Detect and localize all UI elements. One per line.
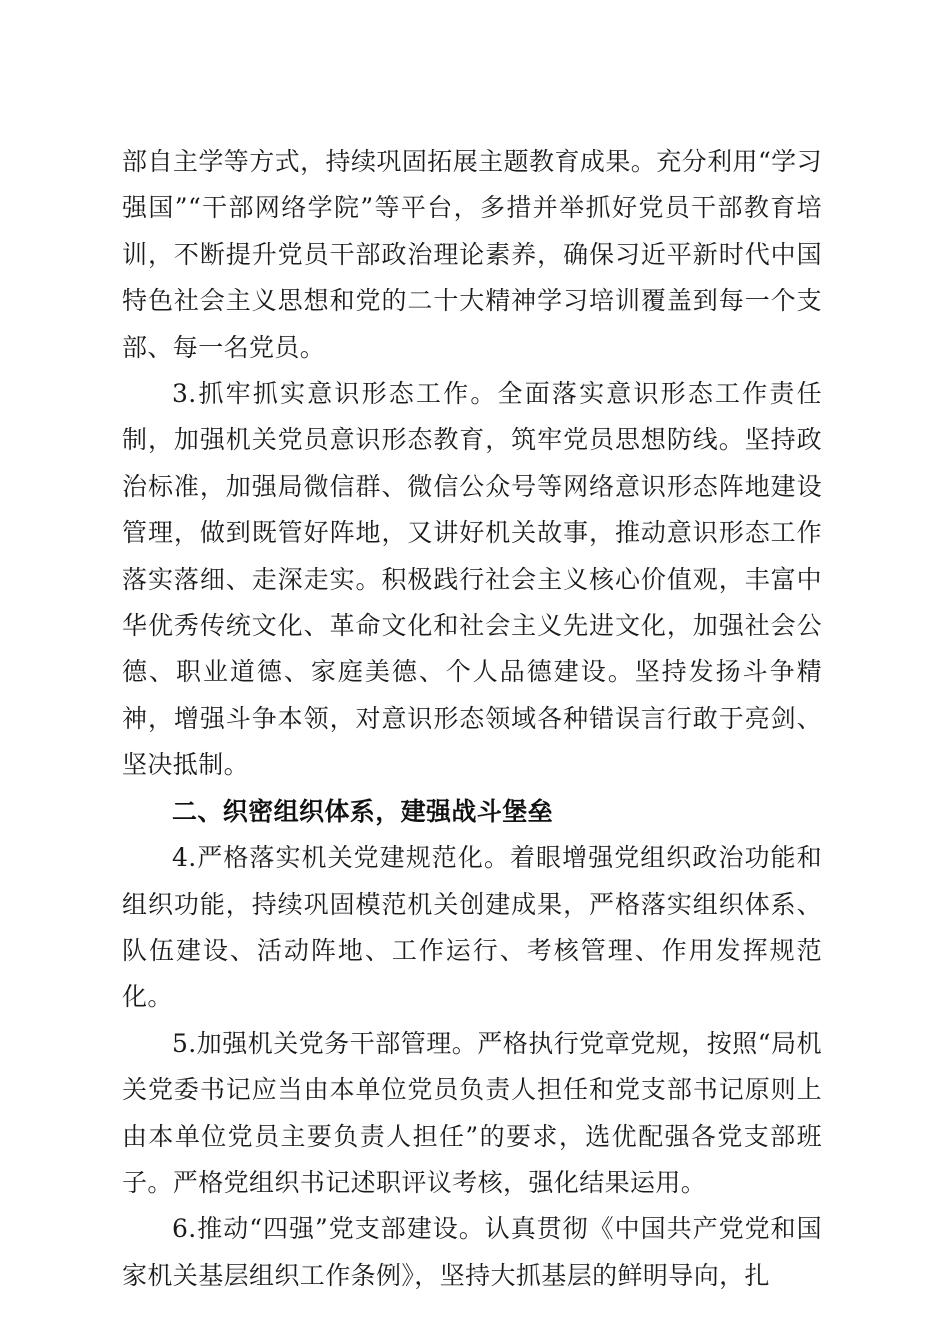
paragraph-4-party-standardization: 4.严格落实机关党建规范化。着眼增强党组织政治功能和组织功能，持续巩固模范机关创建成果，严格落实组织体系、队伍建设、活动阵地、工作运行、考核管理、作用发挥规范化。: [122, 843, 822, 1012]
paragraph-5-cadre-management: 5.加强机关党务干部管理。严格执行党章党规，按照“局机关党委书记应当由本单位党员负责人担任和党支部书记原则上由本单位党员主要负责人担任”的要求，选优配强各党支部班子。严格党组织书记述职评议考核，强化结果运用。: [122, 1028, 822, 1197]
document-body: [122, 139, 822, 1299]
section-heading-2: 二、织密组织体系，建强战斗堡垒: [172, 796, 554, 826]
paragraph-continuation: 部自主学等方式，持续巩固拓展主题教育成果。充分利用“学习强国”“干部网络学院”等平台，多措并举抓好党员干部教育培训，不断提升党员干部政治理论素养，确保习近平新时代中国特色社会主义思想和党的二十大精神学习培训覆盖到每一个支部、每一名党员。: [122, 147, 822, 362]
paragraph-6-branch-building: 6.推动“四强”党支部建设。认真贯彻《中国共产党党和国家机关基层组织工作条例》，坚持大抓基层的鲜明导向，扎: [122, 1214, 822, 1290]
paragraph-3-ideology-work: 3.抓牢抓实意识形态工作。全面落实意识形态工作责任制，加强机关党员意识形态教育，筑牢党员思想防线。坚持政治标准，加强局微信群、微信公众号等网络意识形态阵地建设管理，做到既管好阵地，又讲好机关故事，推动意识形态工作落实落细、走深走实。积极践行社会主义核心价值观，丰富中华优秀传统文化、革命文化和社会主义先进文化，加强社会公德、职业道德、家庭美德、个人品德建设。坚持发扬斗争精神，增强斗争本领，对意识形态领域各种错误言行敢于亮剑、坚决抵制。: [122, 379, 822, 780]
